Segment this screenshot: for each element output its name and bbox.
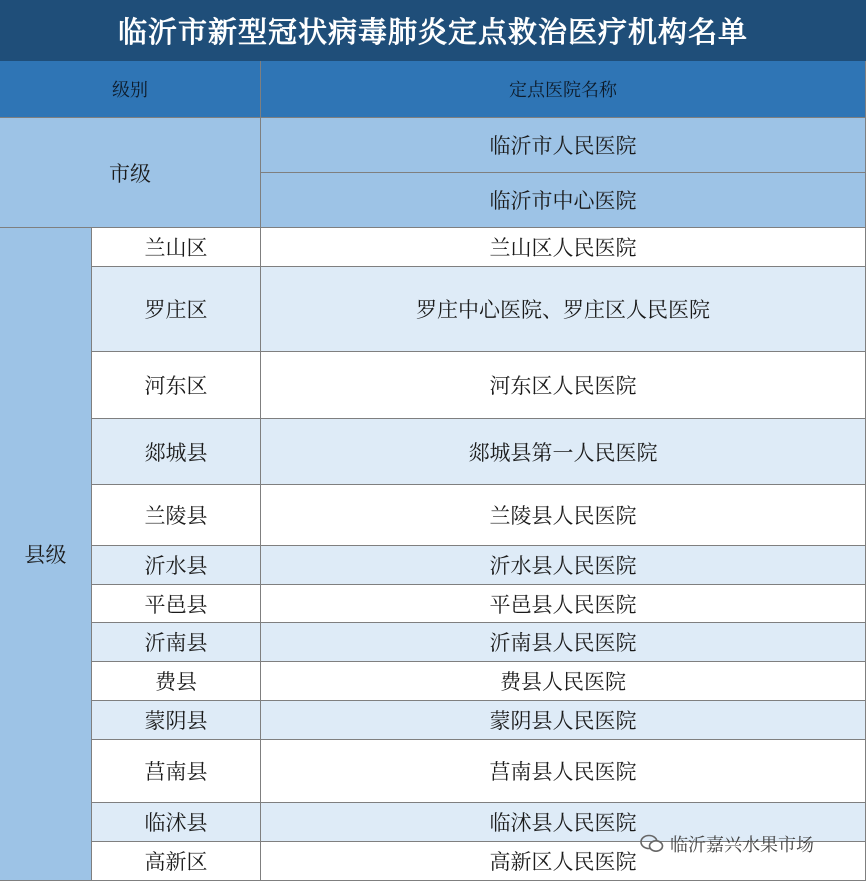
county-district-cell: 临沭县 [92, 803, 261, 842]
county-level-cell: 县级 [0, 228, 92, 881]
county-district-cell: 沂水县 [92, 546, 261, 585]
county-hospital-cell: 兰陵县人民医院 [261, 485, 866, 546]
watermark [640, 832, 860, 856]
county-hospital-cell: 河东区人民医院 [261, 352, 866, 419]
county-district-cell: 莒南县 [92, 740, 261, 803]
page-title: 临沂市新型冠状病毒肺炎定点救治医疗机构名单 [0, 0, 866, 61]
county-hospital-cell: 费县人民医院 [261, 662, 866, 701]
county-district-cell: 罗庄区 [92, 267, 261, 352]
county-district-cell: 河东区 [92, 352, 261, 419]
county-hospital-cell: 兰山区人民医院 [261, 228, 866, 267]
county-hospital-cell: 郯城县第一人民医院 [261, 419, 866, 485]
county-hospital-cell: 蒙阴县人民医院 [261, 701, 866, 740]
county-district-cell: 兰陵县 [92, 485, 261, 546]
watermark-text: 临沂嘉兴水果市场 [670, 835, 814, 856]
county-district-cell: 高新区 [92, 842, 261, 881]
county-district-cell: 沂南县 [92, 623, 261, 662]
county-district-cell: 郯城县 [92, 419, 261, 485]
city-hospital-cell: 临沂市人民医院 [261, 118, 866, 173]
header-hospital: 定点医院名称 [261, 61, 866, 118]
wechat-icon [640, 834, 664, 854]
county-hospital-cell: 平邑县人民医院 [261, 585, 866, 623]
county-hospital-cell: 临沭县人民医院 [261, 803, 866, 842]
county-hospital-cell: 罗庄中心医院、罗庄区人民医院 [261, 267, 866, 352]
county-hospital-cell: 高新区人民医院 [261, 842, 866, 881]
county-hospital-cell: 沂南县人民医院 [261, 623, 866, 662]
city-level-cell: 市级 [0, 118, 261, 228]
header-level: 级别 [0, 61, 261, 118]
city-hospital-cell: 临沂市中心医院 [261, 173, 866, 228]
county-district-cell: 平邑县 [92, 585, 261, 623]
county-hospital-cell: 沂水县人民医院 [261, 546, 866, 585]
county-hospital-cell: 莒南县人民医院 [261, 740, 866, 803]
county-district-cell: 蒙阴县 [92, 701, 261, 740]
county-district-cell: 兰山区 [92, 228, 261, 267]
county-district-cell: 费县 [92, 662, 261, 701]
